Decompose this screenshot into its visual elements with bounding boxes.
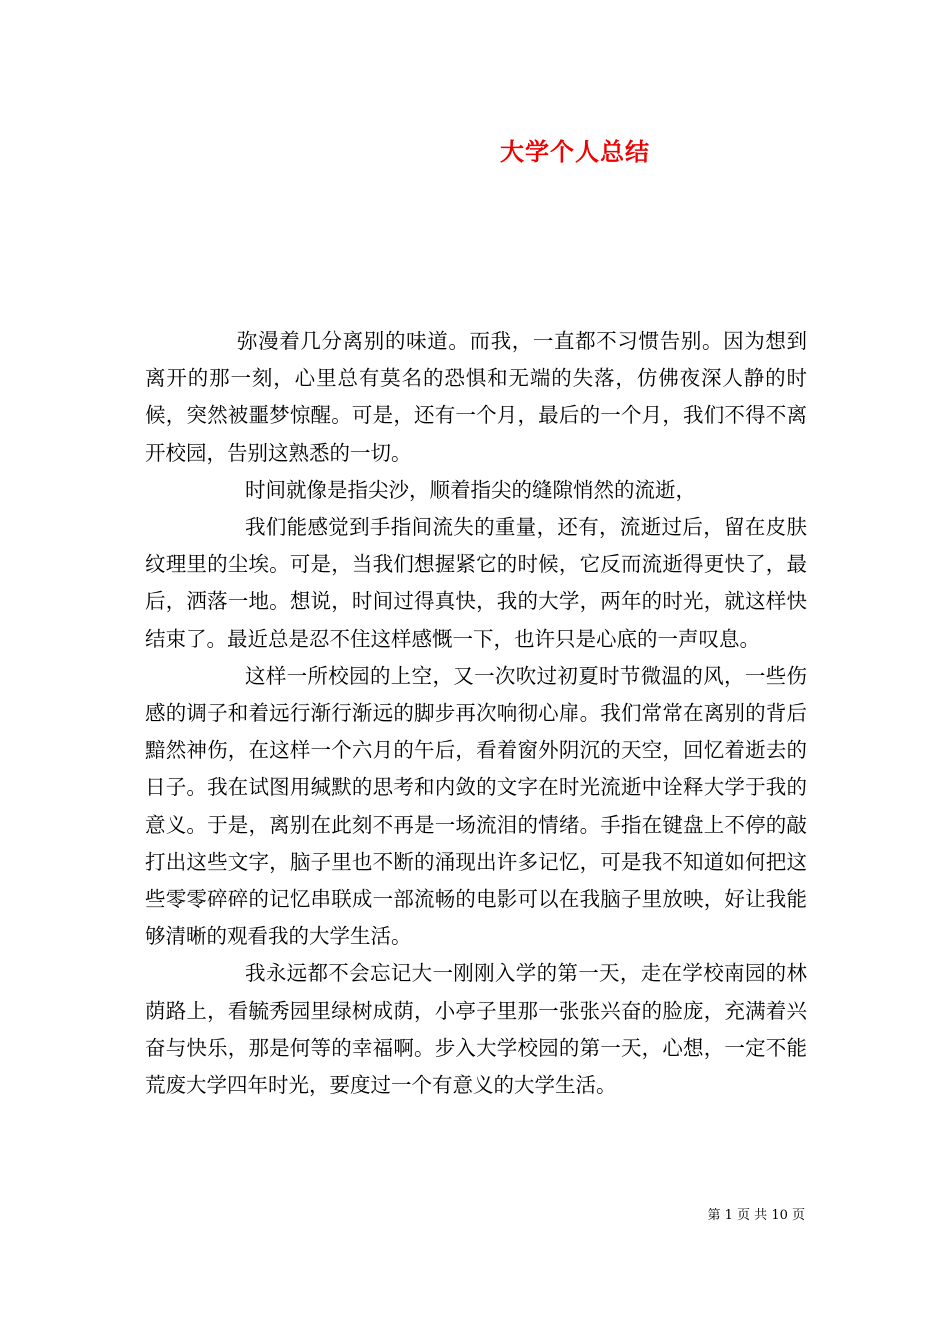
paragraph-weight-of-time: 我们能感觉到手指间流失的重量，还有，流逝过后，留在皮肤纹理里的尘埃。可是，当我们想握紧它的时候，它反而流逝得更快了，最后，洒落一地。想说，时间过得真快，我的大学，两年的时光，就这样快结束了。最近总是忍不住这样感慨一下，也许只是心底的一声叹息。 <box>145 515 807 651</box>
paragraph-campus-sky: 这样一所校园的上空，又一次吹过初夏时节微温的风，一些伤感的调子和着远行渐行渐远的脚步再次响彻心扉。我们常常在离别的背后黯然神伤，在这样一个六月的午后，看着窗外阴沉的天空，回忆着逝去的日子。我在试图用缄默的思考和内敛的文字在时光流逝中诠释大学于我的意义。于是，离别在此刻不再是一场流泪的情绪。手指在键盘上不停的敲打出这些文字，脑子里也不断的涌现出许多记忆，可是我不知道如何把这些零零碎碎的记忆串联成一部流畅的电影可以在我脑子里放映，好让我能够清晰的观看我的大学生活。 <box>145 663 807 949</box>
paragraph-farewell: 弥漫着几分离别的味道。而我，一直都不习惯告别。因为想到离开的那一刻，心里总有莫名的恐惧和无端的失落，仿佛夜深人静的时候，突然被噩梦惊醒。可是，还有一个月，最后的一个月，我们不得不离开校园，告别这熟悉的一切。 <box>145 329 807 465</box>
paragraph-time-sand: 时间就像是指尖沙，顺着指尖的缝隙悄然的流逝， <box>245 477 696 502</box>
document-body <box>145 323 807 1104</box>
paragraph-first-day: 我永远都不会忘记大一刚刚入学的第一天，走在学校南园的林荫路上，看毓秀园里绿树成荫，小亭子里那一张张兴奋的脸庞，充满着兴奋与快乐，那是何等的幸福啊。步入大学校园的第一天，心想，一定不能荒废大学四年时光，要度过一个有意义的大学生活。 <box>145 961 807 1098</box>
document-title: 大学个人总结 <box>500 137 650 166</box>
page-number-footer: 第 1 页 共 10 页 <box>707 1208 805 1223</box>
